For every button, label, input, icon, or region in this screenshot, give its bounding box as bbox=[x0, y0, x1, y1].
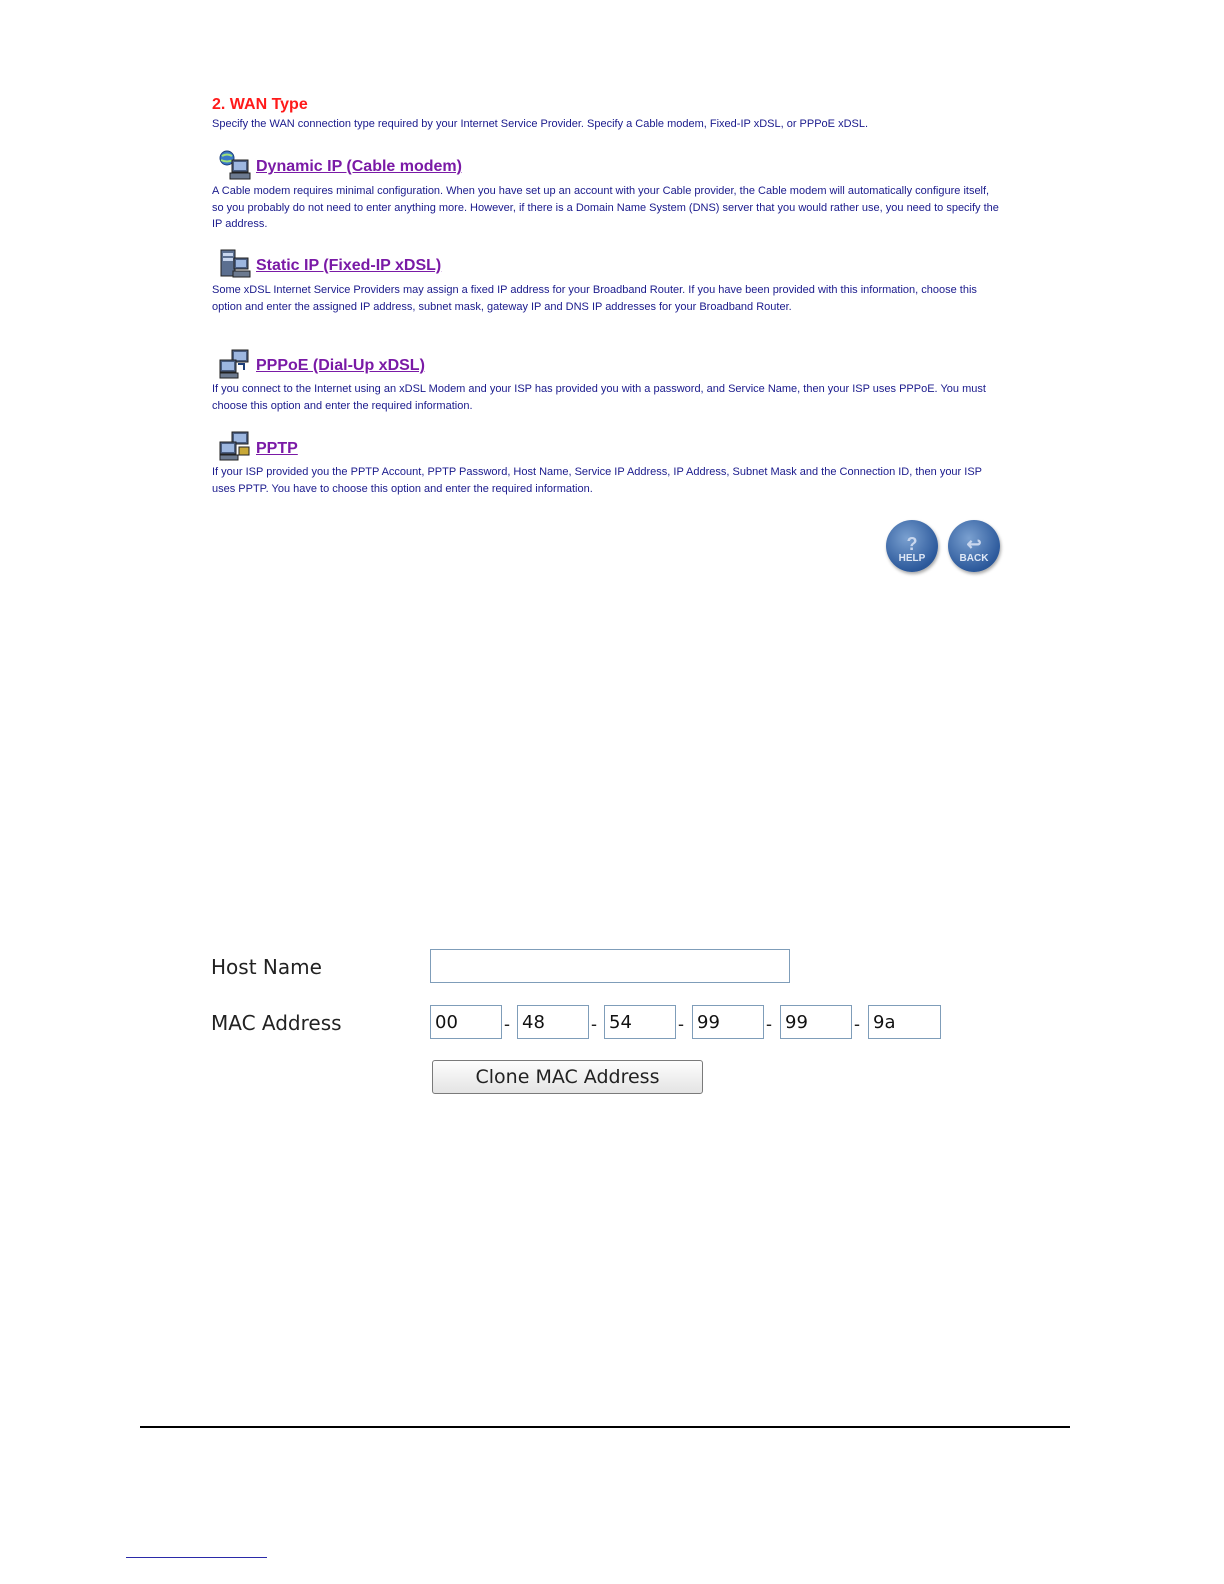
pppoe-icon bbox=[218, 348, 252, 380]
option-pptp-link[interactable]: PPTP bbox=[256, 440, 298, 457]
mac-separator: - bbox=[854, 1014, 860, 1034]
help-button-label: HELP bbox=[898, 553, 926, 564]
host-name-input[interactable] bbox=[430, 949, 790, 983]
page-divider bbox=[140, 1426, 1070, 1428]
option-pptp-description: If your ISP provided you the PPTP Account, PPTP Password, Host Name, Service IP Address, IP Address, Subnet Mask and the Connection ID, then your ISP uses PPTP. You have to choose this option and enter the required information. bbox=[212, 466, 982, 495]
option-static-ip-link[interactable]: Static IP (Fixed-IP xDSL) bbox=[256, 257, 442, 274]
footer-underline bbox=[126, 1557, 267, 1558]
wan-type-description: Specify the WAN connection type required by your Internet Service Provider. Specify a Cable modem, Fixed-IP xDSL, or PPPoE xDSL. bbox=[212, 118, 869, 130]
mac-octet-1-input[interactable] bbox=[430, 1005, 502, 1039]
wan-type-title: 2. WAN Type bbox=[212, 96, 308, 113]
question-icon: ? bbox=[906, 534, 918, 554]
cable-modem-icon bbox=[218, 150, 252, 182]
mac-separator: - bbox=[591, 1014, 597, 1034]
option-dynamic-ip-link[interactable]: Dynamic IP (Cable modem) bbox=[256, 158, 462, 175]
back-button-label: BACK bbox=[959, 553, 989, 564]
mac-separator: - bbox=[678, 1014, 684, 1034]
option-pppoe-description: If you connect to the Internet using an xDSL Modem and your ISP has provided you with a password, and Service Name, then your ISP uses PPPoE. You must choose this option and enter the required information. bbox=[212, 383, 986, 412]
help-button[interactable] bbox=[886, 520, 938, 572]
static-ip-icon bbox=[218, 248, 252, 280]
back-arrow-icon: ↩ bbox=[966, 534, 982, 554]
mac-octet-3-input[interactable] bbox=[604, 1005, 676, 1039]
option-pppoe-link[interactable]: PPPoE (Dial-Up xDSL) bbox=[256, 357, 425, 374]
clone-mac-address-button[interactable]: Clone MAC Address bbox=[432, 1060, 703, 1094]
mac-octet-4-input[interactable] bbox=[692, 1005, 764, 1039]
mac-address-label: MAC Address bbox=[211, 1011, 342, 1035]
option-static-ip-description: Some xDSL Internet Service Providers may assign a fixed IP address for your Broadband Router. If you have been provided with this information, choose this option and enter the assigned IP address, subnet mask, gateway IP and DNS IP addresses for your Broadband Router. bbox=[212, 284, 977, 313]
mac-octet-5-input[interactable] bbox=[780, 1005, 852, 1039]
host-name-label: Host Name bbox=[211, 955, 322, 979]
pptp-icon bbox=[218, 430, 252, 462]
mac-octet-6-input[interactable] bbox=[868, 1005, 941, 1039]
back-button[interactable] bbox=[948, 520, 1000, 572]
option-dynamic-ip-description: A Cable modem requires minimal configuration. When you have set up an account with your Cable provider, the Cable modem will automatically configure itself, so you probably do not need to enter anything more. However, if there is a Domain Name System (DNS) server that you would rather use, you need to specify the IP address. bbox=[212, 185, 999, 230]
mac-octet-2-input[interactable] bbox=[517, 1005, 589, 1039]
mac-separator: - bbox=[504, 1014, 510, 1034]
mac-separator: - bbox=[766, 1014, 772, 1034]
